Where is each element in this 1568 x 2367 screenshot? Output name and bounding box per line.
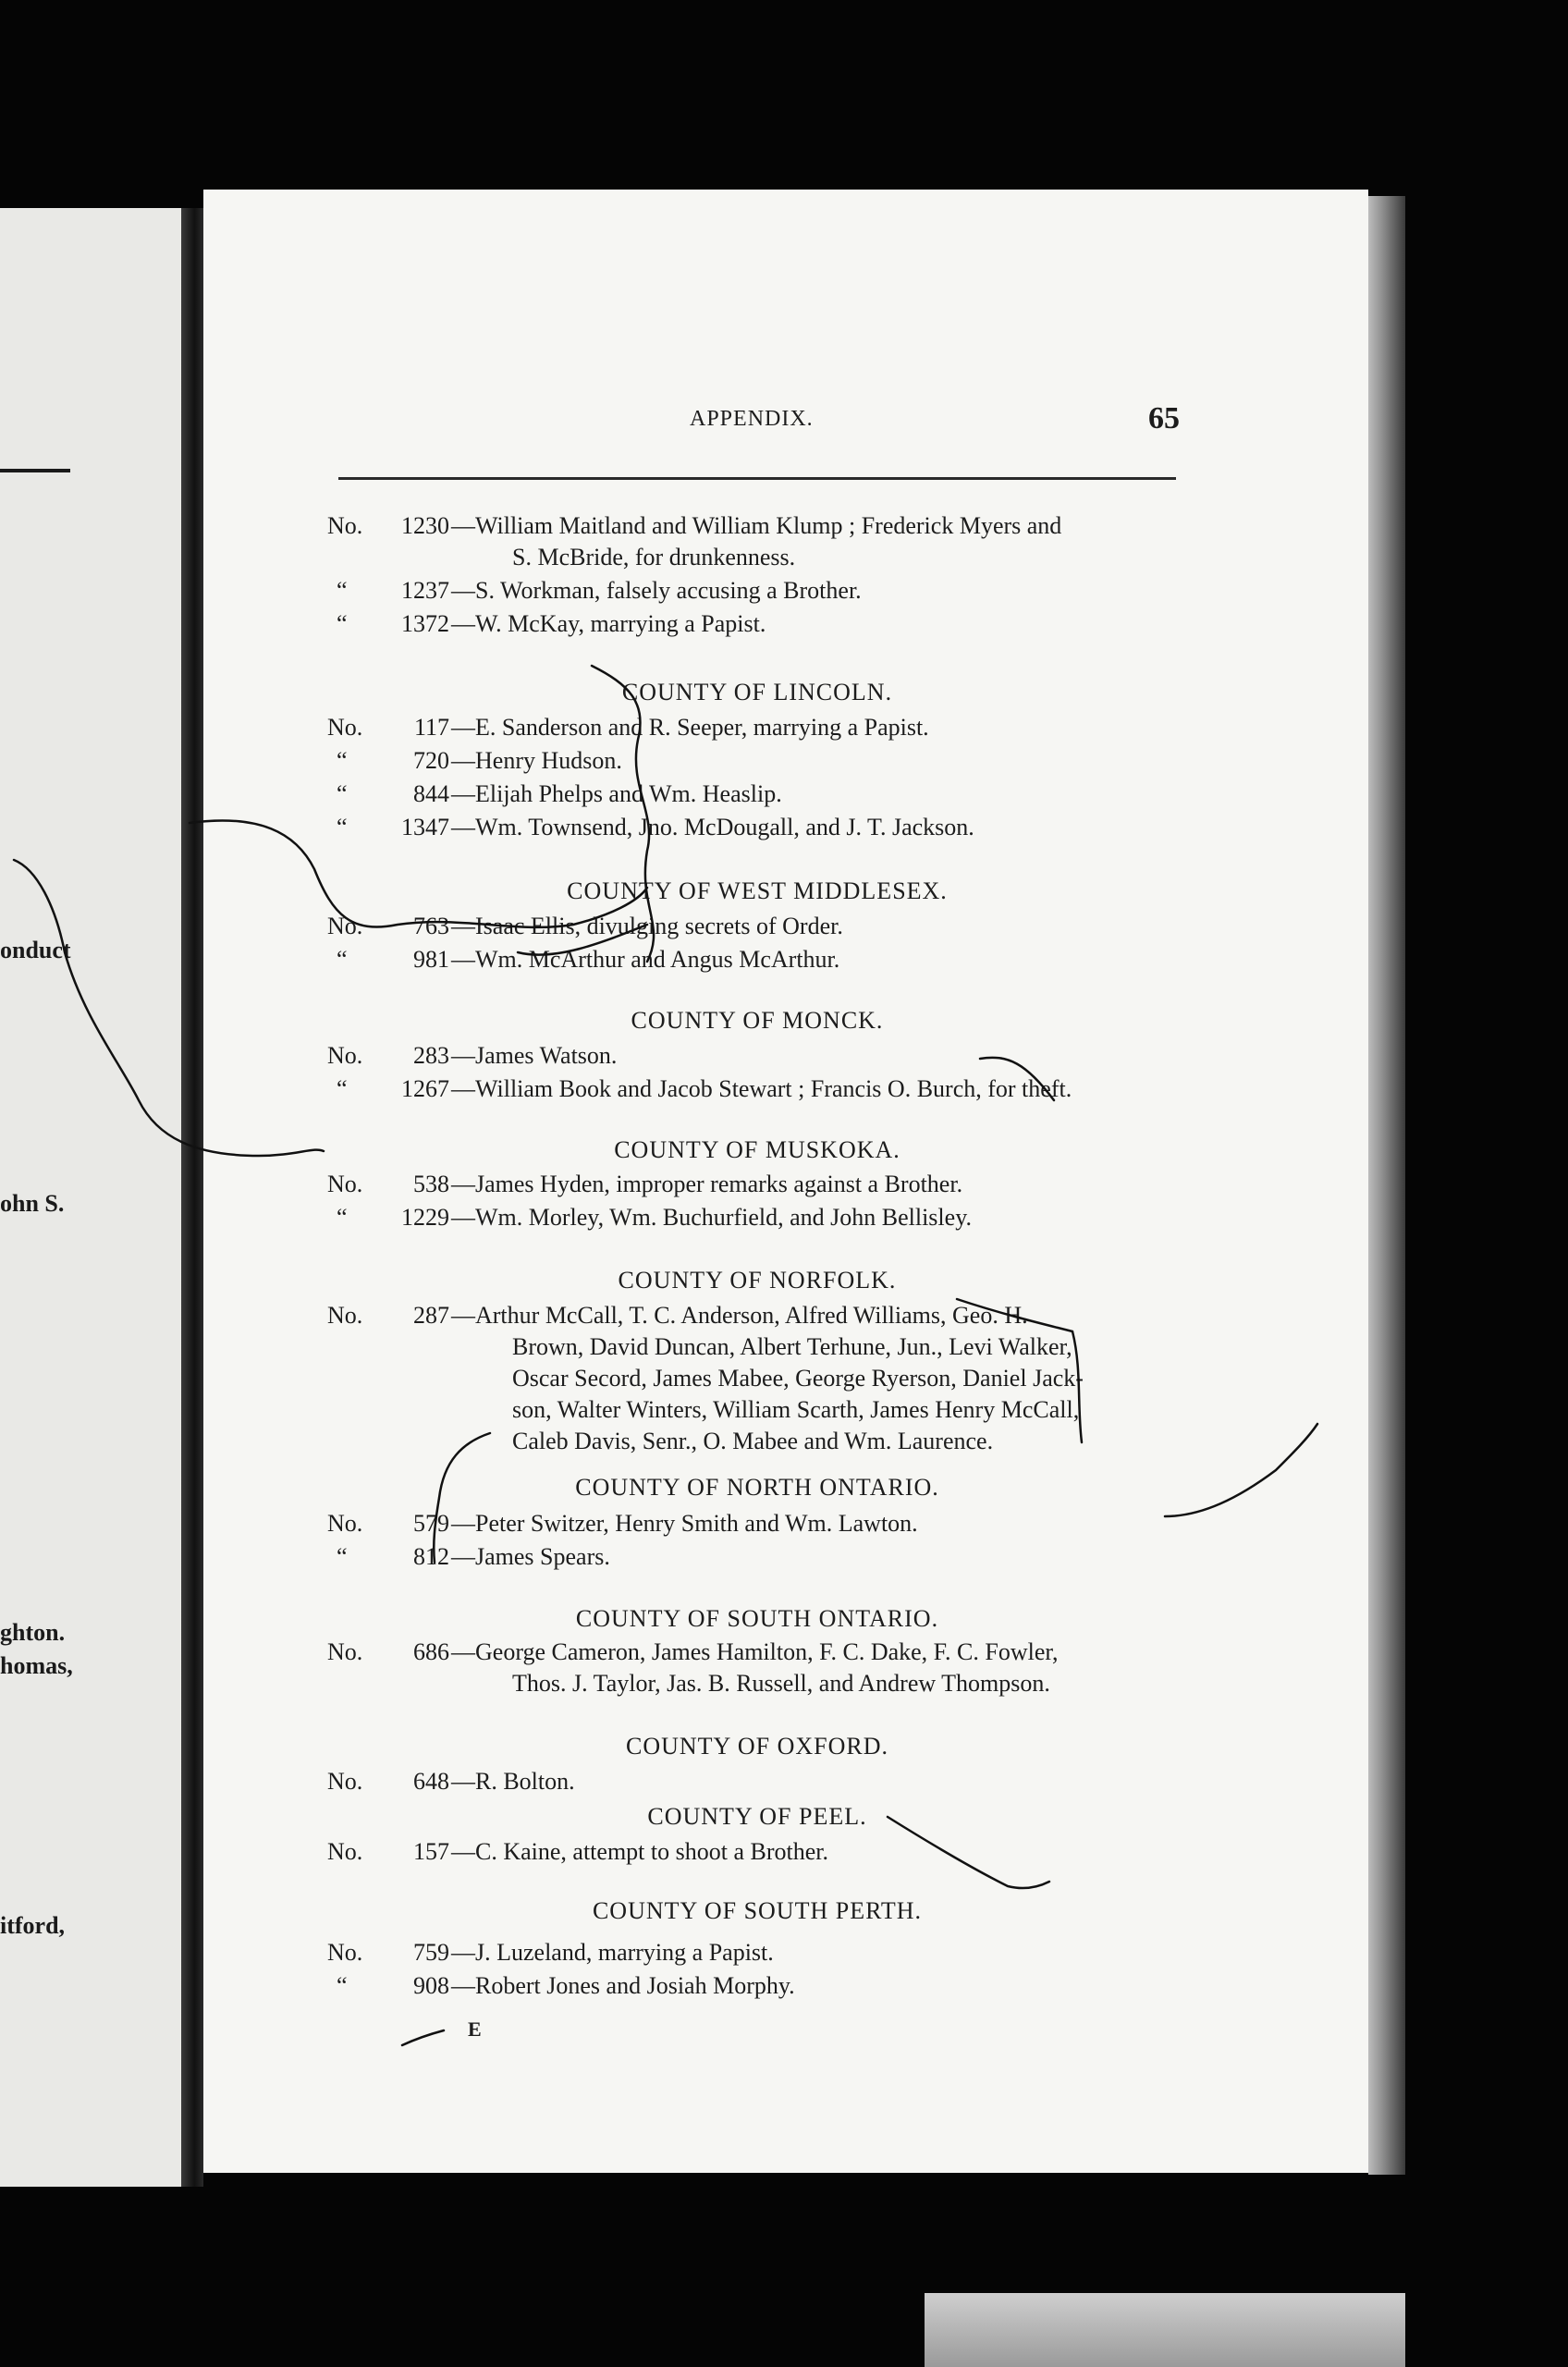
entry-text xyxy=(451,1508,1187,1539)
entry xyxy=(327,1508,1187,1539)
entry xyxy=(327,575,1187,607)
entry-line: —Elijah Phelps and Wm. Heaslip. xyxy=(451,780,782,807)
entry-line: —W. McKay, marrying a Papist. xyxy=(451,610,766,637)
entry-line: —Henry Hudson. xyxy=(451,747,622,774)
entry-line: Caleb Davis, Senr., O. Mabee and Wm. Laurence. xyxy=(512,1428,994,1454)
entry-text xyxy=(451,812,1187,843)
county-heading: COUNTY OF NORTH ONTARIO. xyxy=(575,1474,939,1501)
entry-prefix: No. xyxy=(327,913,363,939)
page-edge xyxy=(1368,196,1405,2175)
entry-prefix: No. xyxy=(327,1838,363,1865)
left-page-fragment: ohn S. xyxy=(0,1190,65,1217)
entry-text xyxy=(451,712,1187,743)
left-page-fragment: onduct xyxy=(0,937,71,963)
entry xyxy=(327,1169,1187,1200)
lodge-number: 538 xyxy=(413,1171,449,1197)
entry-prefix: No. xyxy=(327,1042,363,1069)
entry xyxy=(327,745,1187,777)
page-number: 65 xyxy=(1148,401,1180,435)
entry xyxy=(327,812,1187,843)
entry-text xyxy=(451,608,1187,640)
county-heading: COUNTY OF MUSKOKA. xyxy=(614,1136,900,1163)
signature-mark: E xyxy=(468,2017,482,2041)
entry-line: —William Book and Jacob Stewart ; Francis O. Burch, for theft. xyxy=(451,1075,1072,1102)
entry xyxy=(327,608,1187,640)
entry-prefix: “ xyxy=(337,747,348,774)
entry-prefix: No. xyxy=(327,1939,363,1966)
entry-line: Oscar Secord, James Mabee, George Ryerson, Daniel Jack- xyxy=(512,1365,1084,1392)
entry-text xyxy=(451,1836,1187,1868)
lodge-number: 763 xyxy=(413,913,449,939)
entry-line: —James Watson. xyxy=(451,1042,618,1069)
county-heading: COUNTY OF LINCOLN. xyxy=(621,679,893,705)
lodge-number: 720 xyxy=(413,747,449,774)
entry xyxy=(327,1637,1187,1699)
entry-prefix: No. xyxy=(327,1171,363,1197)
entry-line: —C. Kaine, attempt to shoot a Brother. xyxy=(451,1838,828,1865)
entry-text xyxy=(451,1202,1187,1233)
entry xyxy=(327,779,1187,810)
entry-text xyxy=(451,1541,1187,1573)
lodge-number: 117 xyxy=(413,714,449,741)
left-page-fragment: itford, xyxy=(0,1912,66,1939)
entry-prefix: “ xyxy=(337,610,348,637)
entry-text xyxy=(451,944,1187,975)
entry-prefix: “ xyxy=(337,780,348,807)
entry-line: —William Maitland and William Klump ; Frederick Myers and xyxy=(451,512,1062,539)
lodge-number: 283 xyxy=(413,1042,449,1069)
entry-text xyxy=(451,1937,1187,1968)
entry-line: Brown, David Duncan, Albert Terhune, Jun., Levi Walker, xyxy=(512,1333,1072,1360)
entry-text xyxy=(451,1040,1187,1072)
entry-prefix: “ xyxy=(337,1972,348,1999)
entry-text xyxy=(451,1073,1187,1105)
entry-text xyxy=(451,911,1187,942)
county-heading: COUNTY OF SOUTH ONTARIO. xyxy=(575,1605,939,1632)
page-header xyxy=(338,401,1180,444)
entry-prefix: “ xyxy=(337,1075,348,1102)
entry-line: —James Spears. xyxy=(451,1543,610,1570)
entry-text xyxy=(451,1169,1187,1200)
county-heading: COUNTY OF MONCK. xyxy=(631,1007,884,1034)
entry xyxy=(327,944,1187,975)
left-page-rule xyxy=(0,469,70,472)
entry xyxy=(327,1040,1187,1072)
entry xyxy=(327,1073,1187,1105)
entry-line: Thos. J. Taylor, Jas. B. Russell, and Andrew Thompson. xyxy=(512,1670,1050,1697)
entry-line: —Peter Switzer, Henry Smith and Wm. Lawton. xyxy=(451,1510,918,1537)
county-heading: COUNTY OF NORFOLK. xyxy=(618,1267,897,1294)
entry-line: —S. Workman, falsely accusing a Brother. xyxy=(451,577,862,604)
county-heading: COUNTY OF OXFORD. xyxy=(625,1733,888,1760)
entry-text xyxy=(451,1970,1187,2002)
entry-prefix: No. xyxy=(327,1302,363,1329)
entry xyxy=(327,712,1187,743)
entry xyxy=(327,1766,1187,1797)
entry-prefix: No. xyxy=(327,1768,363,1795)
lodge-number: 812 xyxy=(413,1543,449,1570)
entry-text xyxy=(451,575,1187,607)
entry xyxy=(327,1202,1187,1233)
lodge-number: 1237 xyxy=(401,577,449,604)
entry-line: —Robert Jones and Josiah Morphy. xyxy=(451,1972,795,1999)
left-page-fragment: homas, xyxy=(0,1652,73,1679)
lodge-number: 1372 xyxy=(401,610,449,637)
paper-scrap xyxy=(925,2293,1405,2367)
lodge-number: 648 xyxy=(413,1768,449,1795)
lodge-number: 686 xyxy=(413,1638,449,1665)
entry-prefix: No. xyxy=(327,512,363,539)
lodge-number: 1230 xyxy=(401,512,449,539)
county-heading: COUNTY OF SOUTH PERTH. xyxy=(592,1897,923,1924)
lodge-number: 844 xyxy=(413,780,449,807)
entry-prefix: “ xyxy=(337,1543,348,1570)
lodge-number: 908 xyxy=(413,1972,449,1999)
entry-text xyxy=(451,1637,1187,1699)
entry-line: —Arthur McCall, T. C. Anderson, Alfred Williams, Geo. H. xyxy=(451,1302,1028,1329)
entry-prefix: No. xyxy=(327,1638,363,1665)
lodge-number: 1267 xyxy=(401,1075,449,1102)
book-gutter xyxy=(181,208,203,2187)
lodge-number: 981 xyxy=(413,946,449,973)
entry-line: —Wm. Morley, Wm. Buchurfield, and John Bellisley. xyxy=(451,1204,972,1231)
county-heading: COUNTY OF PEEL. xyxy=(647,1803,867,1830)
lodge-number: 157 xyxy=(413,1838,449,1865)
lodge-number: 759 xyxy=(413,1939,449,1966)
entry-text xyxy=(451,1300,1187,1457)
running-head: APPENDIX. xyxy=(690,407,814,431)
entry-prefix: “ xyxy=(337,577,348,604)
left-page xyxy=(0,208,181,2187)
entry-text xyxy=(451,510,1187,573)
entry-line: son, Walter Winters, William Scarth, James Henry McCall, xyxy=(512,1396,1080,1423)
lodge-number: 287 xyxy=(413,1302,449,1329)
entry-line: —R. Bolton. xyxy=(451,1768,575,1795)
entry xyxy=(327,1970,1187,2002)
entry-prefix: “ xyxy=(337,1204,348,1231)
entry xyxy=(327,911,1187,942)
header-rule xyxy=(338,477,1176,480)
entry-prefix: No. xyxy=(327,1510,363,1537)
entry xyxy=(327,1836,1187,1868)
entry-line: S. McBride, for drunkenness. xyxy=(512,544,796,570)
entry-line: —J. Luzeland, marrying a Papist. xyxy=(451,1939,774,1966)
entry xyxy=(327,1300,1187,1457)
entry-line: —George Cameron, James Hamilton, F. C. Dake, F. C. Fowler, xyxy=(451,1638,1059,1665)
entry xyxy=(327,1541,1187,1573)
entry xyxy=(327,1937,1187,1968)
left-page-fragment: ghton. xyxy=(0,1619,66,1646)
entry-line: —E. Sanderson and R. Seeper, marrying a Papist. xyxy=(451,714,929,741)
entry-prefix: No. xyxy=(327,714,363,741)
entry xyxy=(327,510,1187,573)
lodge-number: 1229 xyxy=(401,1204,449,1231)
entry-line: —James Hyden, improper remarks against a Brother. xyxy=(451,1171,963,1197)
entry-text xyxy=(451,779,1187,810)
entry-line: —Wm. Townsend, Jno. McDougall, and J. T. Jackson. xyxy=(451,814,974,840)
lodge-number: 1347 xyxy=(401,814,449,840)
entry-prefix: “ xyxy=(337,814,348,840)
lodge-number: 579 xyxy=(413,1510,449,1537)
entry-text xyxy=(451,1766,1187,1797)
entry-prefix: “ xyxy=(337,946,348,973)
county-heading: COUNTY OF WEST MIDDLESEX. xyxy=(567,877,948,904)
entry-line: —Isaac Ellis, divulging secrets of Order. xyxy=(451,913,843,939)
entry-text xyxy=(451,745,1187,777)
entry-line: —Wm. McArthur and Angus McArthur. xyxy=(451,946,840,973)
